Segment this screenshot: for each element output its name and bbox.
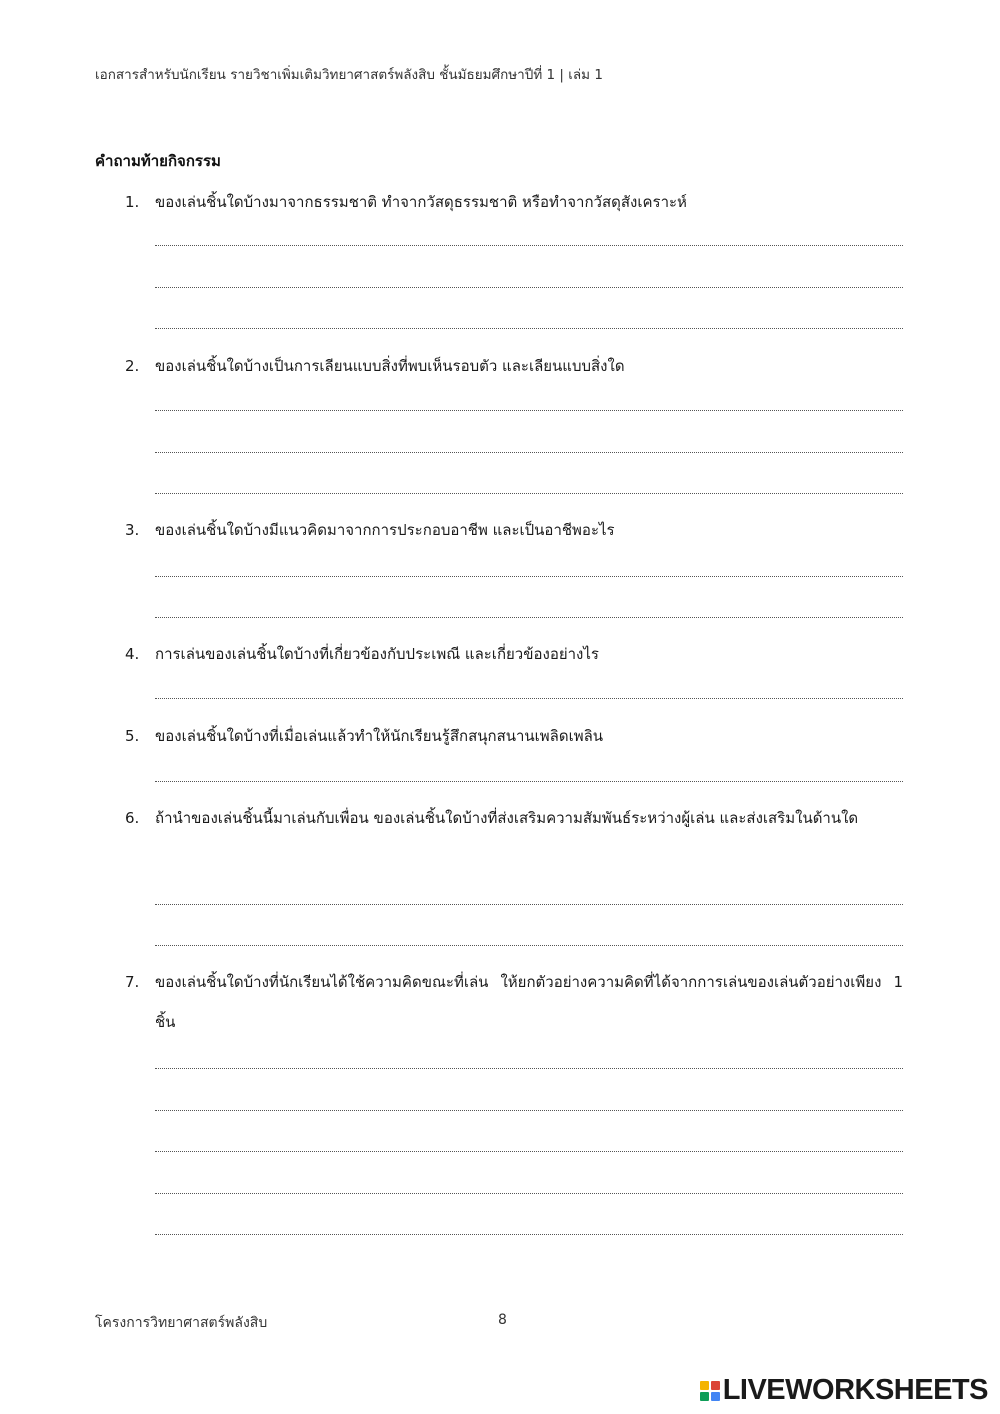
question-text: การเล่นของเล่นชิ้นใดบ้างที่เกี่ยวข้องกับประเพณี และเกี่ยวข้องอย่างไร bbox=[155, 645, 599, 663]
question-number: 7. bbox=[125, 973, 140, 991]
question-number: 1. bbox=[125, 193, 140, 211]
answer-line[interactable] bbox=[155, 1234, 903, 1235]
question-number: 6. bbox=[125, 809, 140, 827]
footer-project-name: โครงการวิทยาศาสตร์พลังสิบ bbox=[95, 1315, 268, 1331]
question-5 bbox=[125, 716, 903, 756]
document-header: เอกสารสำหรับนักเรียน รายวิชาเพิ่มเติมวิทยาศาสตร์พลังสิบ ชั้นมัธยมศึกษาปีที่ 1 | เล่ม 1 bbox=[95, 67, 603, 83]
question-4 bbox=[125, 634, 903, 674]
liveworksheets-logo-icon bbox=[700, 1381, 720, 1401]
answer-line[interactable] bbox=[155, 576, 903, 577]
answer-line[interactable] bbox=[155, 245, 903, 246]
question-text: ของเล่นชิ้นใดบ้างเป็นการเลียนแบบสิ่งที่พบเห็นรอบตัว และเลียนแบบสิ่งใด bbox=[155, 357, 625, 375]
answer-line[interactable] bbox=[155, 698, 903, 699]
question-3 bbox=[125, 510, 903, 550]
answer-line[interactable] bbox=[155, 945, 903, 946]
question-number: 4. bbox=[125, 645, 140, 663]
question-2 bbox=[125, 346, 903, 386]
question-1 bbox=[125, 182, 903, 222]
question-6 bbox=[125, 798, 903, 838]
answer-line[interactable] bbox=[155, 617, 903, 618]
question-text: ของเล่นชิ้นใดบ้างที่เมื่อเล่นแล้วทำให้นักเรียนรู้สึกสนุกสนานเพลิดเพลิน bbox=[155, 727, 604, 745]
answer-line[interactable] bbox=[155, 1151, 903, 1152]
section-title: คำถามท้ายกิจกรรม bbox=[95, 152, 221, 170]
answer-line[interactable] bbox=[155, 328, 903, 329]
question-text: ถ้านำของเล่นชิ้นนี้มาเล่นกับเพื่อน ของเล่นชิ้นใดบ้างที่ส่งเสริมความสัมพันธ์ระหว่างผู้เล่น และส่งเสริมในด้านใด bbox=[155, 809, 859, 827]
question-7 bbox=[125, 962, 903, 1042]
answer-line[interactable] bbox=[155, 493, 903, 494]
liveworksheets-brand[interactable] bbox=[700, 1374, 988, 1407]
brand-text: LIVEWORKSHEETS bbox=[722, 1374, 988, 1406]
answer-line[interactable] bbox=[155, 781, 903, 782]
question-number: 2. bbox=[125, 357, 140, 375]
answer-line[interactable] bbox=[155, 287, 903, 288]
question-number: 5. bbox=[125, 727, 140, 745]
page-number: 8 bbox=[498, 1312, 507, 1328]
answer-line[interactable] bbox=[155, 1110, 903, 1111]
question-text: ของเล่นชิ้นใดบ้างมีแนวคิดมาจากการประกอบอาชีพ และเป็นอาชีพอะไร bbox=[155, 521, 615, 539]
answer-line[interactable] bbox=[155, 410, 903, 411]
question-number: 3. bbox=[125, 521, 140, 539]
answer-line[interactable] bbox=[155, 1068, 903, 1069]
question-text: ของเล่นชิ้นใดบ้างมาจากธรรมชาติ ทำจากวัสดุธรรมชาติ หรือทำจากวัสดุสังเคราะห์ bbox=[155, 193, 687, 211]
answer-line[interactable] bbox=[155, 1193, 903, 1194]
question-text: ของเล่นชิ้นใดบ้างที่นักเรียนได้ใช้ความคิดขณะที่เล่น ให้ยกตัวอย่างความคิดที่ได้จากการเล่นของเล่นตัวอย่างเพียง 1 ชิ้น bbox=[155, 973, 903, 1031]
answer-line[interactable] bbox=[155, 452, 903, 453]
answer-line[interactable] bbox=[155, 904, 903, 905]
